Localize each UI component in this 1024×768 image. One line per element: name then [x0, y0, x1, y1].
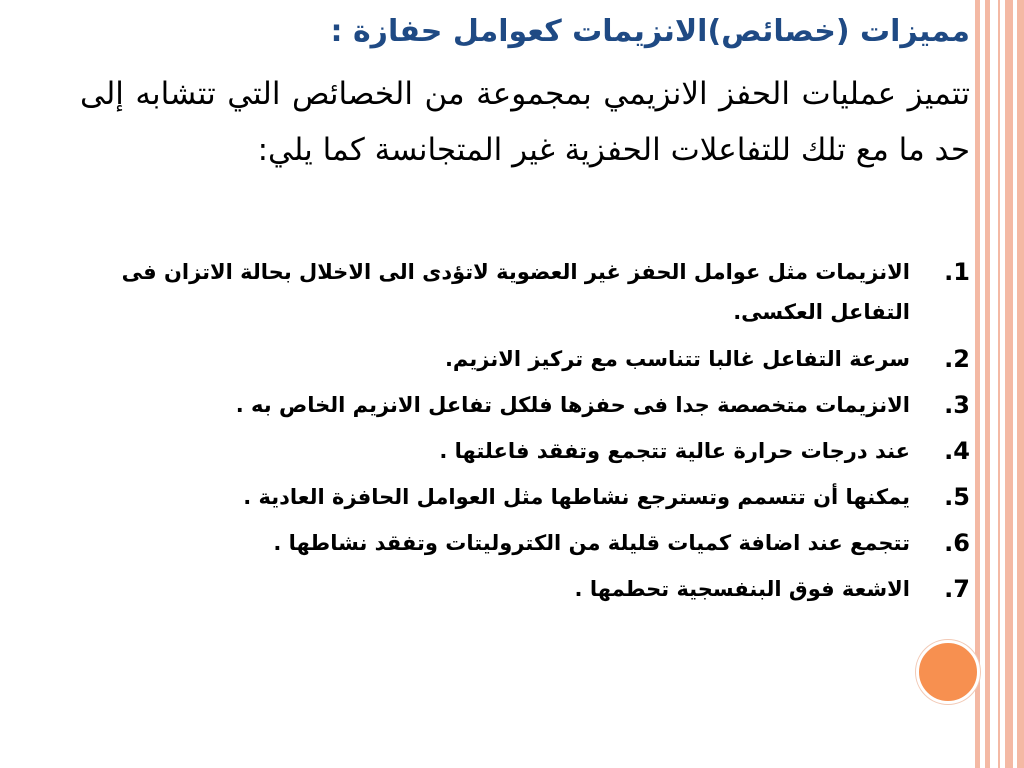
stripe — [1017, 0, 1024, 768]
list-item — [40, 474, 970, 520]
list-item-number: 6. — [944, 529, 970, 557]
list-item — [40, 336, 970, 382]
decorative-circle — [916, 640, 980, 704]
list-item-number: 2. — [944, 345, 970, 373]
list-item-number: 7. — [944, 575, 970, 603]
list-item-number: 4. — [944, 437, 970, 465]
stripe — [975, 0, 980, 768]
list-item-text: يمكنها أن تتسمم وتسترجع نشاطها مثل العوامل الحافزة العادية . — [243, 485, 910, 509]
list-item-number: 1. — [944, 258, 970, 286]
list-item — [40, 252, 970, 332]
list-item-text: الانزيمات مثل عوامل الحفز غير العضوية لاتؤدى الى الاخلال بحالة الاتزان فى التفاعل العكسى. — [121, 260, 910, 324]
list-item-number: 3. — [944, 391, 970, 419]
slide-title: مميزات (خصائص)الانزيمات كعوامل حفازة : — [330, 14, 970, 49]
list-item-text: سرعة التفاعل غالبا تتناسب مع تركيز الانزيم. — [444, 347, 910, 371]
list-item — [40, 428, 970, 474]
list-item-text: عند درجات حرارة عالية تتجمع وتفقد فاعلتها . — [439, 439, 910, 463]
stripe — [985, 0, 990, 768]
decorative-stripes — [974, 0, 1024, 768]
intro-paragraph: تتميز عمليات الحفز الانزيمي بمجموعة من الخصائص التي تتشابه إلى حد ما مع تلك للتفاعلات الحفزية غير المتجانسة كما يلي: — [80, 76, 970, 168]
stripe — [1005, 0, 1013, 768]
stripe — [998, 0, 1000, 768]
list-item-number: 5. — [944, 483, 970, 511]
list-item-text: تتجمع عند اضافة كميات قليلة من الكتروليتات وتفقد نشاطها . — [273, 531, 910, 555]
properties-list — [40, 252, 970, 612]
list-item-text: الانزيمات متخصصة جدا فى حفزها فلكل تفاعل الانزيم الخاص به . — [235, 393, 910, 417]
list-item — [40, 566, 970, 612]
list-item-text: الاشعة فوق البنفسجية تحطمها . — [574, 577, 910, 601]
list-item — [40, 520, 970, 566]
list-item — [40, 382, 970, 428]
